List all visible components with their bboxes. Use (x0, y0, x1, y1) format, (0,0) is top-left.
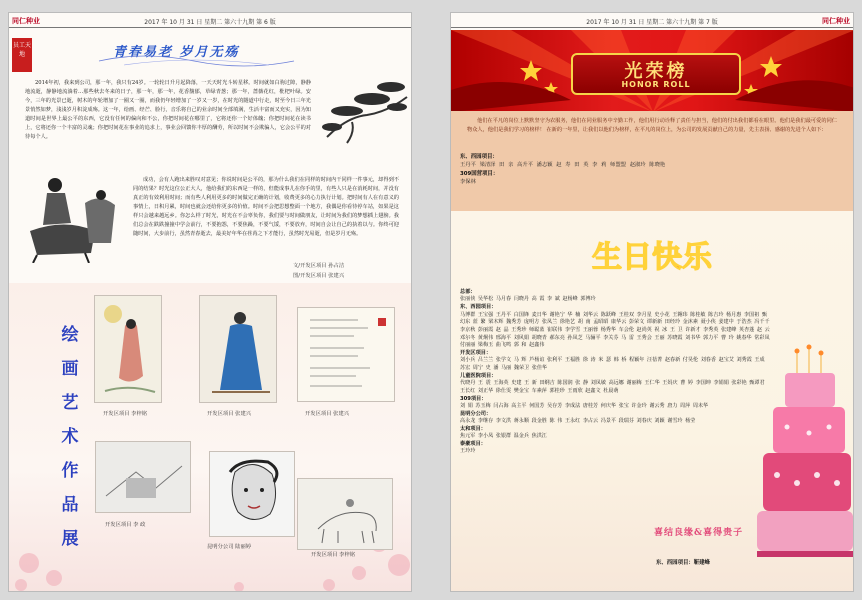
art-title-char: 品 (61, 495, 79, 515)
essay-photo-credit: 图/开发区项目 张建兴 (293, 273, 345, 279)
essay-paragraph-2: 成功，会有人跑出来胜叹对意见；你说时间是公平的，那为什么我们在同样的时间内干同样一件事元，却得到不同的结果？时光这位公正大人，他给我们的东西是一样的，但能成事儿在你手的里，有些人只是在消耗时间，并没有真正的有效利用时间；而有些人利用更多的时间做完正确的计划，收费更多的心力执行计划。把时间有人在有意义的事情上，日积月累，时间也就会还给你更多的价值。时间不会把思想整面一个地方，我偶是你看待停车站，如果是这样只会越来越远乡。你怎么样了时光，时光在不会辜负你，我们要与时间做朋友，让时间为我们的梦想插上翅膀。我们总会在跌跌撞撞中学会前行，不要抱怨，不要焦躁，不要气馁，不要放弃，时间自会让自己的执着以与。你终可迎随时间，大步前行，虽然青春逝去，最美好年华在荏苒之下才能行，虽然时光易逝，但是岁月无殇。 (133, 177, 399, 237)
artwork-caption: 开发区项目 李梓铭 (103, 411, 148, 417)
issue-info: 2017 年 10 月 31 日 星期二 第六十九期 第 7 版 (586, 19, 718, 26)
newspaper-logo: 同仁种业 (12, 16, 40, 25)
birthday-group-names: 焦元军 李小凤 张银群 温金兵 焦洪江 (460, 433, 547, 440)
artwork-caption: 开发区项目 张建兴 (305, 411, 350, 417)
birthday-group-label: 309项目： (460, 395, 487, 402)
honor-roll-intro: 他们在平凡的岗位上默默坚守为农服务，他们在同业服务中辛勤工作，他们用行动诠释了责任与担当，他们的付出我们都看在眼里。他们是我们最可爱的同仁物众人，他们是我们学习的榜样！ 在新的一年里，让我们以他们为榜样，在平凡的岗位上，为公司的发展贡献自己的力量，先主表扬、感谢的先进个人如下： (467, 118, 837, 133)
art-title-char: 作 (61, 461, 79, 481)
page-6 (8, 12, 412, 592)
honor-roll-banner (451, 30, 854, 112)
birthday-title-art (547, 233, 757, 277)
birthday-signature: 东、西园项目：靳建峰 (656, 560, 710, 566)
art-exhibit-title (59, 318, 81, 556)
art-title-char: 艺 (61, 393, 79, 413)
birthday-group-label: 泰豪项目： (460, 440, 486, 447)
essay-title: 青春易老 岁月无殇 (113, 45, 240, 60)
artwork-sketch-scene (95, 441, 191, 513)
birthday-group-label: 儿童医院项目： (460, 372, 497, 379)
essay-paragraph-1: 2014年初，我来到公司，那一年，我只有24岁。一轮轮日升月起降落，一天天时光斗转星移。时间就如白驹过隙，静静地流逝，静静地流淌着…那些秋去冬来的日子，那一年，那一年，花香馥郁，草绿青葱；那一年，蔷薇花红，枇杷叶绿。安今，三年的光景已逝，树木的年轮增加了一圈又一圈，而我仍年轻增加了一岁又一岁，在时光的隧道中行走，时至今日三年光景悄然如梦，浅浅岁月积淀成殇。这一年，给画、经芒、脸行，音乐将自己的业余时间全部填满，生活丰富而又充实，因为知道时间是世界上最公平的东西，它没有任何的偏向和不公，你把时间花在哪里了，它将还你一个好体魄；你把时间花在读书上，它将还你一个丰富的灵魂；你把时间花在事业的追求上，事业会回馈你丰厚的酬劳，所以时间不会欺骗人，它会公平的对待每个人。 (25, 80, 311, 140)
birthday-group-label: 昆明分公司： (460, 410, 492, 417)
birthday-cake-illustration (757, 343, 853, 565)
art-title-char: 展 (61, 529, 79, 549)
birthday-list (460, 289, 770, 456)
honor-roll-title: 光荣榜 (624, 61, 688, 82)
birthday-title: 生日快乐 (592, 240, 712, 275)
art-title-char: 画 (61, 359, 79, 379)
art-title-char: 绘 (61, 325, 79, 345)
essay-author: 文/开发区项目 孙占洁 (293, 263, 345, 269)
page-7 (450, 12, 854, 592)
honor-roll-list (460, 153, 840, 187)
birthday-group-names: 刘小兵 吕兰兰 张学文 马 辉 芦杨谊 张利平 王福胜 徐 涛 米 瑟 韩 桥 程颖年 汪蓓菁 赵春新 付昊伦 刘春香 赵宝艾 刘秀霞 王成 苏宏 周宁 史 潘 马丽 魏荣卫 张佳华 (460, 357, 765, 372)
honor-group-names: 王丹平 梁清泽 田 亲 高升平 潘志颖 赵 寿 田 英 李 莉 师盟盟 赵淑玲 陈晓艳 (460, 162, 666, 168)
newspaper-logo: 同仁种业 (822, 16, 850, 25)
artwork-scholar-painting (199, 295, 277, 403)
birthday-group-label: 总部： (460, 289, 476, 295)
birthday-group-names: 刘 娟 苏玉梅 闫占海 高主平 何国芳 吴存芳 李成法 唐桂芳 何庆华 张宝 许金玲 谢云秀 唐力 周萍 周未华 (460, 403, 709, 410)
honor-group-label: 东、西园项目： (460, 154, 498, 160)
honor-roll-subtitle: HONOR ROLL (621, 80, 691, 89)
birthday-group-names: 马博群 王宝强 王丹平 白国锋 麦日华 谢艳宁 华 楠 刘华云 陈跃峰 王桂双 李月星 史小花 王翱玮 陈桂敏 陈吉玲 杨月惠 李国祖 甄幻东 蓝 繁 梁木辉 魏秀芳 庞明方 张凤兰 徐艳艺 胡 南 孟昭昭 康华云 彭荣文 谭新新 田经玲 金沐素 聂小侠 姜建中 于浩杰 冯千千 李京秋 彭丽霞 赵 晶 王秀珍 师聪蓝 崔联伟 李学雪 王丽蓉 杨秀华 车会伦 赵尚英 祝 冰 王 卫 许新才 李秀英 张建峰 英杏蓬 赵 云 邓尔冬 黄炯伟 邢海平 刘风娟 胡晓青 郝东亮 孙凤芝 马骊平 李关芬 马 雷 王秀会 王丽 苏晓霞 刘书华 郭力平 曹 玲 姚春华 常彩凤 付丽丽 梁梅玉 曲飞鸣 郭 和 赵鑫伟 (460, 311, 770, 349)
running-head (9, 13, 411, 28)
birthday-group-label: 开发区项目： (460, 350, 492, 357)
artwork-girl-painting (94, 295, 162, 403)
artwork-caption: 开发区项目 张建兴 (207, 411, 252, 417)
birthday-group-names: 代晓丹 王 震 王海英 史建 王 新 田纲吉 陈国润 张 静 刘凤敏 高远娜 谢丽梅 王仁华 王妈庆 曹 婷 李国坤 李娟娟 张彩艳 甄谭君 王长红 刘正华 徐仕雯 樊金宝 车素萍 郭桂珍 王雨欣 赵鑫文 杜晨萌 (460, 380, 765, 394)
ink-pine-tree-illustration (317, 77, 411, 147)
birthday-group-names: 张丽侠 吴华松 马月春 闫晓丹 高 霞 李 斌 赵杨峰 郭博玲 (460, 296, 596, 303)
running-head (451, 13, 853, 28)
birthday-group-names: 高永龙 李继存 李文洪 蒋永顺 段金胜 陈 伟 王永红 李占云 冯景平 段瑞芬 刘春庆 刘颖 谢雪玲 杨莹 (460, 418, 696, 425)
column-tag: 员工天地 (12, 38, 32, 72)
artwork-caption: 开发区项目 李梓铭 (311, 552, 356, 558)
artwork-caption: 开发区项目 李 政 (105, 522, 146, 528)
honor-group-names: 李保林 (460, 179, 476, 185)
artwork-horse-sketch (297, 478, 393, 550)
birthday-group-label: 太和项目： (460, 425, 486, 432)
honor-group-label: 309国营项目： (460, 171, 499, 177)
wedding-baby-wish: 喜结良缘&喜得贵子 (654, 528, 744, 538)
art-title-char: 术 (61, 427, 79, 447)
issue-info: 2017 年 10 月 31 日 星期二 第六十九期 第 6 版 (144, 19, 276, 26)
ink-figures-illustration (25, 163, 125, 263)
artwork-caption: 昆明分公司 陆丽婷 (207, 544, 252, 550)
birthday-group-names: 王玲玲 (460, 448, 476, 455)
artwork-portrait-sketch (209, 451, 295, 537)
birthday-group-label: 东、西园项目： (460, 304, 497, 311)
honor-roll-title-box (571, 53, 741, 95)
artwork-calligraphy (297, 307, 395, 402)
title-flourish-decoration (94, 51, 299, 71)
